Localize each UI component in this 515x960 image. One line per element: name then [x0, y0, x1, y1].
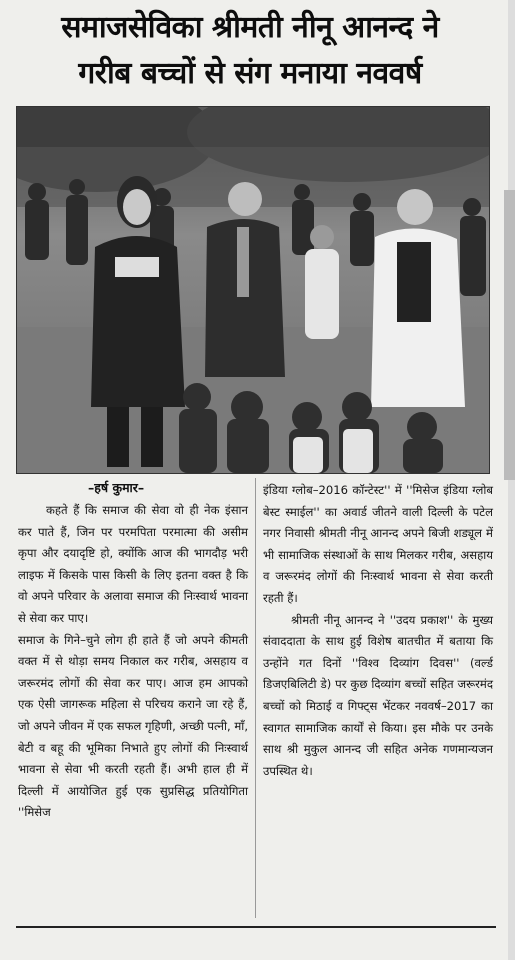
- article-column-2: [263, 480, 493, 782]
- paragraph: इंडिया ग्लोब–2016 कॉन्टेस्ट'' में ''मिसेज इंडिया ग्लोब बेस्ट स्माईल'' का अवार्ड जीतने वाली दिल्ली के पटेल नगर निवासी श्रीमती नीनू आनन्द अपने बिजी शड्यूल में भी सामाजिक संस्थाओं के साथ मिलकर गरीब, असहाय व जरूरमंद लोगों की निःस्वार्थ भावना से सेवा करती रहती हैं।: [263, 483, 493, 605]
- article-photo: [16, 106, 490, 474]
- headline-line-1: समाजसेविका श्रीमती नीनू आनन्द ने: [61, 10, 439, 45]
- article-column-1: [18, 500, 248, 824]
- paragraph: कहते हैं कि समाज की सेवा वो ही नेक इंसान कर पाते हैं, जिन पर परमपिता परमात्मा की असीम कृपा और दयादृष्टि हो, क्योंकि आज की भागदौड़ भरी लाइफ में किसके पास किसी के लिए इतना वक्त है कि वो अपने परिवार के अलावा समाज की निःस्वार्थ भावना से सेवा कर पाए।: [18, 503, 248, 625]
- adjacent-photo-edge: [504, 190, 515, 480]
- headline-line-2: गरीब बच्चों से संग मनाया नववर्ष: [78, 56, 422, 91]
- photo-illustration: [17, 107, 489, 473]
- byline: –हर्ष कुमार–: [88, 480, 145, 495]
- column-divider: [255, 478, 256, 918]
- paragraph: समाज के गिने–चुने लोग ही हाते हैं जो अपने कीमती वक्त में से थोड़ा समय निकाल कर गरीब, असहाय व जरूरमंद लोगों की सेवा कर पाए। आज हम आपको एक ऐसी जागरूक महिला से परिचय कराने जा रहे हैं, जो अपने जीवन में एक सफल गृहिणी, अच्छी पत्नी, माँ, बेटी व बहू की भूमिका निभाते हुए लोगों की निःस्वार्थ भावना से सेवा भी करती रहती हैं। अभी हाल ही में दिल्ली में आयोजित हुई एक सुप्रसिद्ध प्रतियोगिता ''मिसेज: [18, 632, 248, 820]
- bottom-rule: [16, 926, 496, 928]
- paragraph: श्रीमती नीनू आनन्द ने ''उदय प्रकाश'' के मुख्य संवाददाता के साथ हुई विशेष बातचीत में बताया कि उन्होंने गत दिनों ''विश्व दिव्यांग दिवस'' (वर्ल्ड डिजएबिलिटी डे) पर कुछ दिव्यांग बच्चों सहित जरूरमंद बच्चों को मिठाई व गिफ्ट्स भेंटकर नववर्ष–2017 का स्वागत सामाजिक कार्यों से किया। इस मौके पर उनके साथ श्री मुकुल आनन्द जी सहित अनेक गणमान्यजन उपस्थित थे।: [263, 612, 493, 778]
- adjacent-page-edge: [508, 0, 515, 960]
